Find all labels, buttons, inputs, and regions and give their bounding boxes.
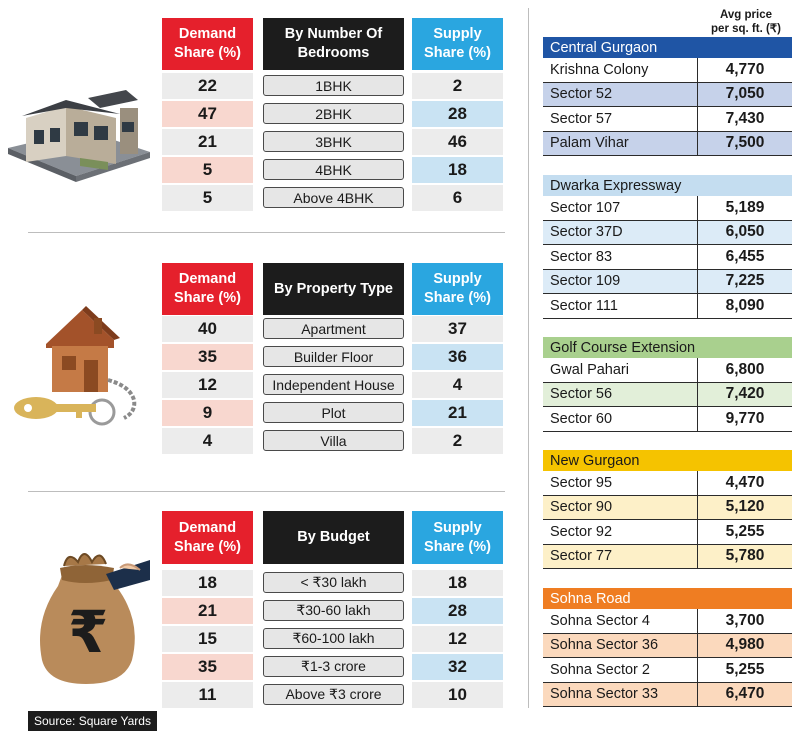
category-label: Independent House — [263, 374, 404, 395]
locality-name: Palam Vihar — [543, 132, 698, 156]
category-label: 1BHK — [263, 75, 404, 96]
supply-value: 2 — [412, 73, 503, 99]
demand-value: 35 — [162, 344, 253, 370]
price-row — [543, 634, 792, 659]
price-row — [543, 294, 792, 319]
price-value: 5,255 — [725, 522, 765, 540]
demand-value: 22 — [162, 73, 253, 99]
locality-name: Sohna Sector 2 — [543, 658, 698, 682]
locality-name: Sector 57 — [543, 107, 698, 131]
demand-value: 4 — [162, 428, 253, 454]
supply-share-header: Supply Share (%) — [412, 511, 503, 564]
supply-value: 6 — [412, 185, 503, 211]
category-label: < ₹30 lakh — [263, 572, 404, 593]
price-value: 9,770 — [725, 409, 765, 427]
price-value: 4,470 — [725, 473, 765, 491]
price-row — [543, 221, 792, 246]
category-label: ₹30-60 lakh — [263, 600, 404, 621]
locality-name: Sector 95 — [543, 471, 698, 495]
demand-value: 35 — [162, 654, 253, 680]
demand-value: 5 — [162, 185, 253, 211]
region-title: New Gurgaon — [543, 450, 792, 471]
locality-name: Sector 60 — [543, 407, 698, 431]
locality-name: Sohna Sector 4 — [543, 609, 698, 633]
price-value: 7,430 — [725, 109, 765, 127]
category-label: Plot — [263, 402, 404, 423]
supply-value: 21 — [412, 400, 503, 426]
region-central-gurgaon — [543, 37, 792, 156]
demand-share-header: Demand Share (%) — [162, 18, 253, 70]
category-label: Apartment — [263, 318, 404, 339]
table-row — [162, 316, 505, 344]
region-title: Central Gurgaon — [543, 37, 792, 58]
category-label: ₹1-3 crore — [263, 656, 404, 677]
locality-name: Sector 37D — [543, 221, 698, 245]
table-row — [162, 570, 505, 598]
price-row — [543, 358, 792, 383]
svg-text:₹: ₹ — [68, 598, 109, 666]
table-row — [162, 73, 505, 101]
locality-name: Sector 107 — [543, 196, 698, 220]
price-value: 7,420 — [725, 385, 765, 403]
source-note: Source: Square Yards — [28, 711, 157, 731]
table-row — [162, 400, 505, 428]
house-keychain-icon — [6, 300, 156, 430]
price-row — [543, 496, 792, 521]
category-label: Villa — [263, 430, 404, 451]
supply-value: 18 — [412, 157, 503, 183]
demand-value: 21 — [162, 598, 253, 624]
supply-value: 4 — [412, 372, 503, 398]
locality-name: Sector 111 — [543, 294, 698, 318]
price-row — [543, 58, 792, 83]
table-row — [162, 344, 505, 372]
price-row — [543, 107, 792, 132]
supply-value: 46 — [412, 129, 503, 155]
category-label: 4BHK — [263, 159, 404, 180]
locality-name: Sector 90 — [543, 496, 698, 520]
price-row — [543, 132, 792, 157]
price-value: 6,800 — [725, 360, 765, 378]
price-row — [543, 196, 792, 221]
price-column-header: Avg price per sq. ft. (₹) — [711, 9, 781, 35]
table-row — [162, 654, 505, 682]
locality-name: Sector 52 — [543, 83, 698, 107]
table-row — [162, 129, 505, 157]
demand-share-header: Demand Share (%) — [162, 263, 253, 315]
price-value: 8,090 — [725, 296, 765, 314]
demand-value: 11 — [162, 682, 253, 708]
supply-value: 32 — [412, 654, 503, 680]
category-label: 2BHK — [263, 103, 404, 124]
table-row — [162, 101, 505, 129]
price-value: 7,500 — [725, 134, 765, 152]
supply-value: 36 — [412, 344, 503, 370]
supply-value: 37 — [412, 316, 503, 342]
supply-value: 28 — [412, 598, 503, 624]
demand-value: 21 — [162, 129, 253, 155]
price-value: 5,120 — [725, 498, 765, 516]
column-divider — [528, 8, 529, 708]
locality-name: Sector 109 — [543, 270, 698, 294]
price-value: 7,050 — [725, 85, 765, 103]
category-label: Above 4BHK — [263, 187, 404, 208]
price-value: 6,455 — [725, 247, 765, 265]
price-row — [543, 383, 792, 408]
price-row — [543, 407, 792, 432]
category-label: 3BHK — [263, 131, 404, 152]
table-row — [162, 626, 505, 654]
section-divider-2 — [28, 491, 505, 492]
region-golf-course-extension — [543, 337, 792, 432]
region-sohna-road — [543, 588, 792, 707]
locality-name: Sector 77 — [543, 545, 698, 569]
demand-value: 40 — [162, 316, 253, 342]
price-value: 4,770 — [725, 60, 765, 78]
supply-value: 2 — [412, 428, 503, 454]
supply-share-header: Supply Share (%) — [412, 18, 503, 70]
category-header: By Number Of Bedrooms — [263, 18, 404, 70]
category-header: By Budget — [263, 511, 404, 564]
region-title: Dwarka Expressway — [543, 175, 792, 196]
demand-value: 47 — [162, 101, 253, 127]
supply-value: 28 — [412, 101, 503, 127]
price-value: 5,255 — [725, 660, 765, 678]
locality-name: Sector 56 — [543, 383, 698, 407]
price-row — [543, 609, 792, 634]
table-row — [162, 682, 505, 710]
demand-value: 18 — [162, 570, 253, 596]
demand-value: 5 — [162, 157, 253, 183]
price-value: 5,189 — [725, 198, 765, 216]
price-value: 4,980 — [725, 636, 765, 654]
price-value: 6,470 — [725, 685, 765, 703]
supply-value: 12 — [412, 626, 503, 652]
supply-value: 10 — [412, 682, 503, 708]
section-divider-1 — [28, 232, 505, 233]
table-row — [162, 157, 505, 185]
category-label: Builder Floor — [263, 346, 404, 367]
price-row — [543, 658, 792, 683]
category-label: ₹60-100 lakh — [263, 628, 404, 649]
price-row — [543, 83, 792, 108]
price-value: 7,225 — [725, 272, 765, 290]
locality-name: Gwal Pahari — [543, 358, 698, 382]
locality-name: Krishna Colony — [543, 58, 698, 82]
house-3d-icon — [4, 78, 154, 188]
region-dwarka-expressway — [543, 175, 792, 319]
price-value: 3,700 — [725, 611, 765, 629]
table-row — [162, 428, 505, 456]
table-row — [162, 598, 505, 626]
supply-share-header: Supply Share (%) — [412, 263, 503, 315]
table-row — [162, 372, 505, 400]
price-row — [543, 270, 792, 295]
price-value: 6,050 — [725, 223, 765, 241]
category-header: By Property Type — [263, 263, 404, 315]
category-label: Above ₹3 crore — [263, 684, 404, 705]
table-row — [162, 185, 505, 213]
locality-name: Sector 92 — [543, 520, 698, 544]
demand-value: 9 — [162, 400, 253, 426]
price-row — [543, 545, 792, 570]
region-title: Sohna Road — [543, 588, 792, 609]
price-row — [543, 245, 792, 270]
locality-name: Sohna Sector 33 — [543, 683, 698, 707]
demand-value: 12 — [162, 372, 253, 398]
supply-value: 18 — [412, 570, 503, 596]
price-row — [543, 683, 792, 708]
locality-name: Sohna Sector 36 — [543, 634, 698, 658]
locality-name: Sector 83 — [543, 245, 698, 269]
price-row — [543, 471, 792, 496]
price-value: 5,780 — [725, 547, 765, 565]
demand-share-header: Demand Share (%) — [162, 511, 253, 564]
region-new-gurgaon — [543, 450, 792, 569]
rupee-money-bag-icon — [24, 540, 154, 690]
demand-value: 15 — [162, 626, 253, 652]
region-title: Golf Course Extension — [543, 337, 792, 358]
price-row — [543, 520, 792, 545]
